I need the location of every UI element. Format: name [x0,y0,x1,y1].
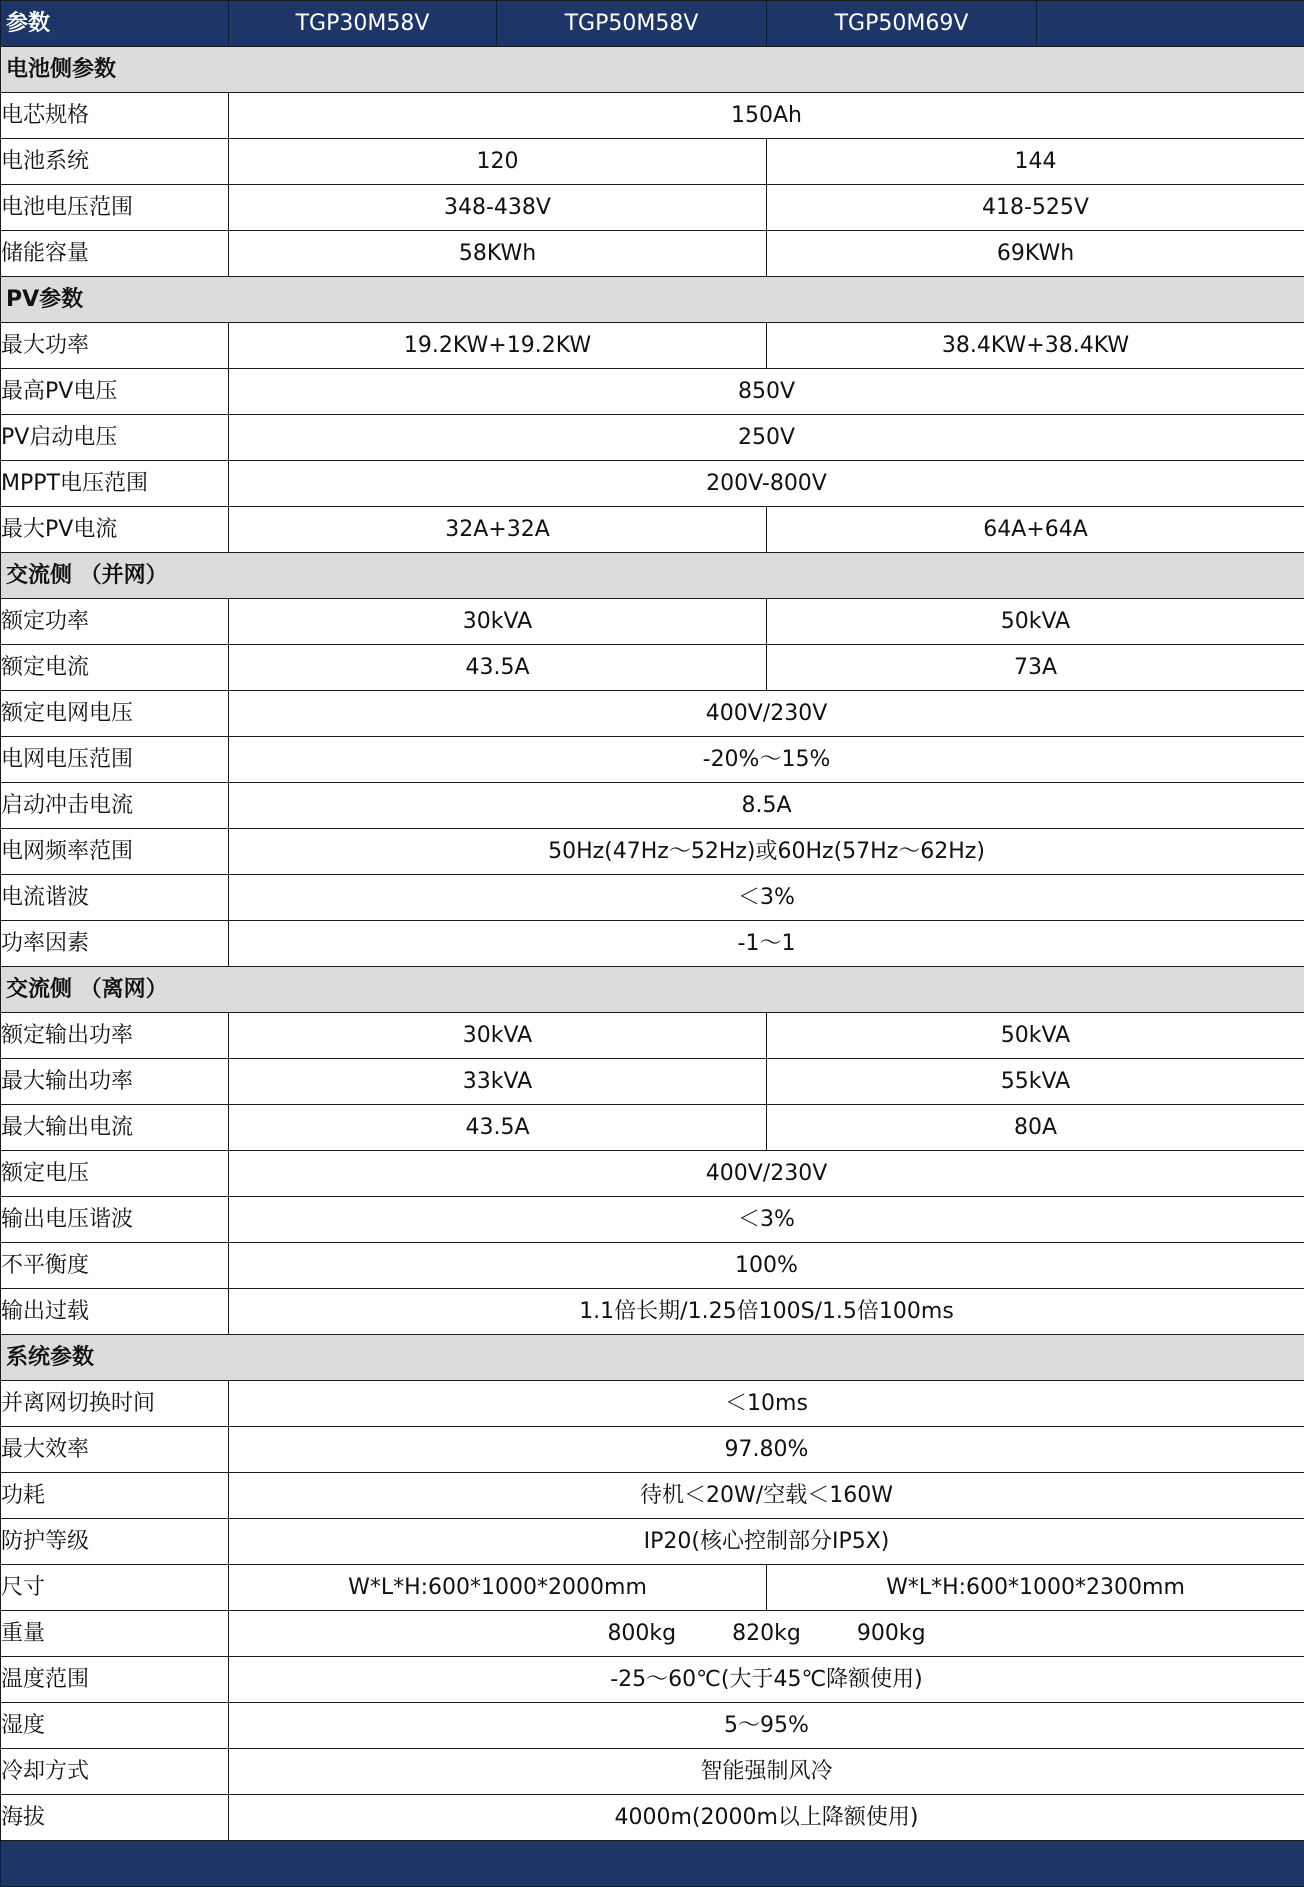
model-header-2: TGP50M58V [497,1,767,47]
row-label: 额定电网电压 [1,691,229,737]
row-label: MPPT电压范围 [1,461,229,507]
param-header: 参数 [1,1,229,47]
table-row [1,875,1304,921]
row-value: 58KWh [229,231,767,277]
table-row [1,1473,1304,1519]
table-row [1,369,1304,415]
footer-band [1,1841,1304,1887]
row-value: 69KWh [767,231,1304,277]
row-value: W*L*H:600*1000*2000mm [229,1565,767,1611]
row-value: 50kVA [767,599,1304,645]
table-row [1,1197,1304,1243]
row-value: W*L*H:600*1000*2300mm [767,1565,1304,1611]
table-row [1,1381,1304,1427]
row-label: 并离网切换时间 [1,1381,229,1427]
row-label: 最高PV电压 [1,369,229,415]
row-label: 重量 [1,1611,229,1657]
row-label: 额定电压 [1,1151,229,1197]
row-value: 55kVA [767,1059,1304,1105]
table-row [1,783,1304,829]
row-label: 电网电压范围 [1,737,229,783]
row-label: 电池系统 [1,139,229,185]
table-row [1,93,1304,139]
row-value: ＜3% [229,875,1304,921]
section-title: 交流侧 （并网） [1,553,1304,599]
row-value: 38.4KW+38.4KW [767,323,1304,369]
row-value: IP20(核心控制部分IP5X) [229,1519,1304,1565]
section-title: 交流侧 （离网） [1,967,1304,1013]
row-label: 功率因素 [1,921,229,967]
row-value: 30kVA [229,599,767,645]
row-value: 43.5A [229,1105,767,1151]
row-value: 400V/230V [229,1151,1304,1197]
row-value: 850V [229,369,1304,415]
row-value: 250V [229,415,1304,461]
row-value: 97.80% [229,1427,1304,1473]
row-value: 73A [767,645,1304,691]
table-row [1,1151,1304,1197]
row-label: 尺寸 [1,1565,229,1611]
table-row [1,599,1304,645]
row-label: 温度范围 [1,1657,229,1703]
table-row [1,1105,1304,1151]
header-row [1,1,1304,47]
row-value: 智能强制风冷 [229,1749,1304,1795]
table-row [1,461,1304,507]
model-header-1: TGP30M58V [229,1,497,47]
table-row [1,1657,1304,1703]
section-header-ac_offgrid [1,967,1304,1013]
table-row [1,1749,1304,1795]
row-label: 海拔 [1,1795,229,1841]
row-label: 额定输出功率 [1,1013,229,1059]
table-row [1,1565,1304,1611]
row-value: 200V-800V [229,461,1304,507]
section-title: 系统参数 [1,1335,1304,1381]
row-value: 418-525V [767,185,1304,231]
row-value: 348-438V [229,185,767,231]
row-label: PV启动电压 [1,415,229,461]
table-row [1,1611,1304,1657]
row-label: 湿度 [1,1703,229,1749]
row-value: 5～95% [229,1703,1304,1749]
row-label: 不平衡度 [1,1243,229,1289]
row-value-group [229,1611,1304,1657]
table-row [1,507,1304,553]
row-value: 19.2KW+19.2KW [229,323,767,369]
row-value: ＜10ms [229,1381,1304,1427]
model-header-4 [1037,1,1304,47]
table-row [1,323,1304,369]
table-row [1,829,1304,875]
table-row [1,1013,1304,1059]
row-value: 144 [767,139,1304,185]
row-value: -1～1 [229,921,1304,967]
row-value: 100% [229,1243,1304,1289]
row-value: -20%～15% [229,737,1304,783]
table-row [1,645,1304,691]
footer-bar [1,1841,1304,1887]
table-row [1,1519,1304,1565]
table-row [1,1427,1304,1473]
row-label: 启动冲击电流 [1,783,229,829]
row-label: 最大输出电流 [1,1105,229,1151]
section-header-battery [1,47,1304,93]
row-value: 33kVA [229,1059,767,1105]
row-value: -25～60℃(大于45℃降额使用) [229,1657,1304,1703]
row-value: 64A+64A [767,507,1304,553]
row-value: 8.5A [229,783,1304,829]
row-value: 400V/230V [229,691,1304,737]
table-row [1,1243,1304,1289]
row-label: 冷却方式 [1,1749,229,1795]
row-value: 待机＜20W/空载＜160W [229,1473,1304,1519]
row-label: 防护等级 [1,1519,229,1565]
section-header-system [1,1335,1304,1381]
row-value: 150Ah [229,93,1304,139]
table-row [1,185,1304,231]
section-title: PV参数 [1,277,1304,323]
row-label: 最大功率 [1,323,229,369]
row-label: 功耗 [1,1473,229,1519]
row-value: 30kVA [229,1013,767,1059]
row-value: 4000m(2000m以上降额使用) [229,1795,1304,1841]
table-row [1,231,1304,277]
table-row [1,691,1304,737]
row-label: 最大PV电流 [1,507,229,553]
row-label: 额定电流 [1,645,229,691]
table-row [1,1289,1304,1335]
row-label: 电流谐波 [1,875,229,921]
table-row [1,415,1304,461]
row-label: 储能容量 [1,231,229,277]
row-label: 电网频率范围 [1,829,229,875]
table-row [1,139,1304,185]
row-label: 电池电压范围 [1,185,229,231]
model-header-3: TGP50M69V [767,1,1037,47]
row-value: ＜3% [229,1197,1304,1243]
row-value: 32A+32A [229,507,767,553]
row-value: 43.5A [229,645,767,691]
row-value: 800kg [607,1621,677,1646]
table-row [1,1703,1304,1749]
section-header-pv [1,277,1304,323]
row-label: 输出过载 [1,1289,229,1335]
row-label: 电芯规格 [1,93,229,139]
row-value: 900kg [856,1621,926,1646]
table-row [1,921,1304,967]
row-label: 输出电压谐波 [1,1197,229,1243]
row-value: 50Hz(47Hz～52Hz)或60Hz(57Hz～62Hz) [229,829,1304,875]
row-value: 80A [767,1105,1304,1151]
row-value: 50kVA [767,1013,1304,1059]
row-label: 额定功率 [1,599,229,645]
section-header-ac_grid [1,553,1304,599]
row-value: 120 [229,139,767,185]
row-label: 最大效率 [1,1427,229,1473]
table-row [1,737,1304,783]
table-row [1,1795,1304,1841]
section-title: 电池侧参数 [1,47,1304,93]
table-row [1,1059,1304,1105]
row-label: 最大输出功率 [1,1059,229,1105]
row-value: 820kg [732,1621,801,1646]
row-value: 1.1倍长期/1.25倍100S/1.5倍100ms [229,1289,1304,1335]
